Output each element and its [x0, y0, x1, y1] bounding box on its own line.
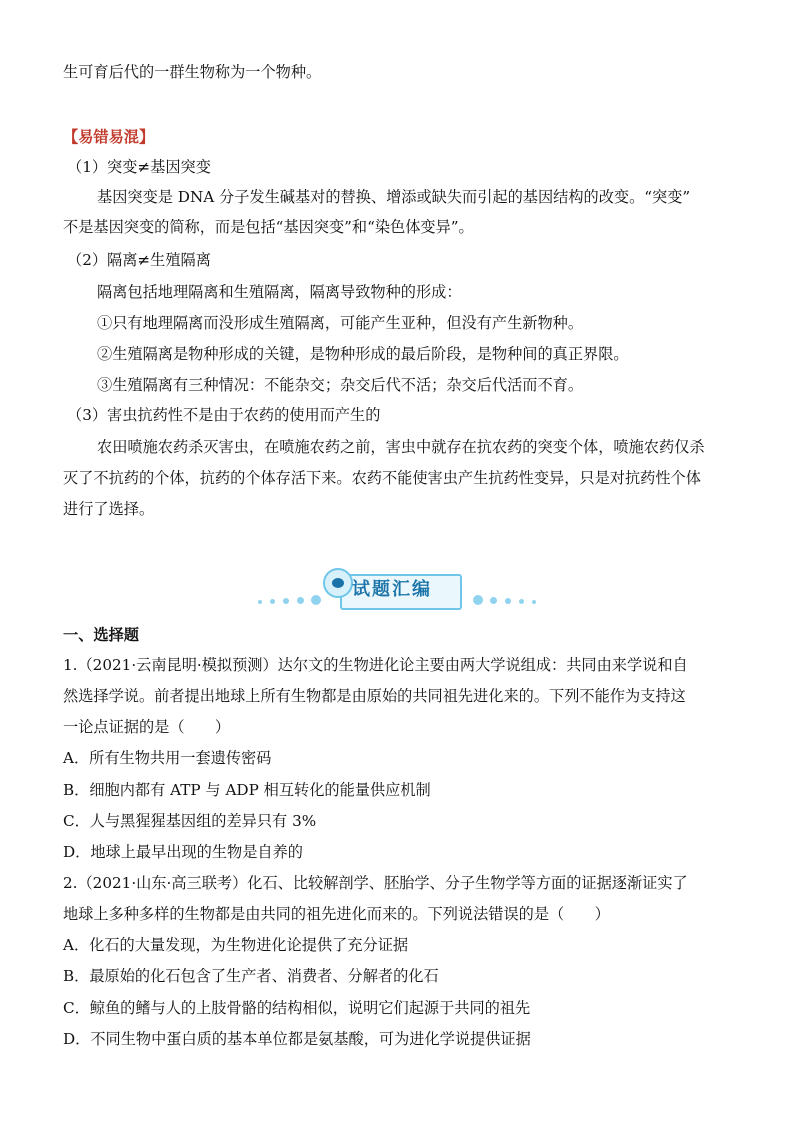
section-title: 一、选择题	[63, 626, 139, 644]
eye-icon	[323, 568, 353, 598]
banner-dot	[270, 599, 275, 604]
banner-dot	[532, 600, 536, 604]
text-line: ①只有地理隔离而没形成生殖隔离，可能产生亚种，但没有产生新物种。	[97, 314, 583, 332]
banner-dot	[519, 599, 524, 604]
option-b: B．最原始的化石包含了生产者、消费者、分解者的化石	[63, 967, 439, 985]
text-line: 灭了不抗药的个体，抗药的个体存活下来。农药不能使害虫产生抗药性变异，只是对抗药性个体	[63, 469, 701, 487]
option-d: D．地球上最早出现的生物是自养的	[63, 843, 303, 861]
question-stem: 1.（2021·云南昆明·模拟预测）达尔文的生物进化论主要由两大学说组成：共同由来学说和自	[63, 656, 688, 674]
banner-dot	[311, 595, 321, 605]
option-d: D．不同生物中蛋白质的基本单位都是氨基酸，可为进化学说提供证据	[63, 1030, 531, 1048]
text-line: 不是基因突变的简称，而是包括“基因突变”和“染色体变异”。	[63, 218, 474, 236]
text-line: 隔离包括地理隔离和生殖隔离，隔离导致物种的形成：	[97, 283, 462, 301]
text-line: 农田喷施农药杀灭害虫，在喷施农药之前，害虫中就存在抗农药的突变个体，喷施农药仅杀	[97, 438, 705, 456]
question-stem: 地球上多种多样的生物都是由共同的祖先进化而来的。下列说法错误的是（ ）	[63, 905, 610, 923]
text-line: ②生殖隔离是物种形成的关键，是物种形成的最后阶段，是物种间的真正界限。	[97, 345, 629, 363]
question-stem: 2.（2021·山东·高三联考）化石、比较解剖学、胚胎学、分子生物学等方面的证据逐渐证实了	[63, 874, 688, 892]
question-stem: 然选择学说。前者提出地球上所有生物都是由原始的共同祖先进化来的。下列不能作为支持这	[63, 687, 686, 705]
text-line: ③生殖隔离有三种情况：不能杂交；杂交后代不活；杂交后代活而不育。	[97, 376, 583, 394]
option-c: C．人与黑猩猩基因组的差异只有 3%	[63, 812, 317, 830]
text-line: 生可育后代的一群生物称为一个物种。	[63, 63, 322, 81]
subheading-3: （3）害虫抗药性不是由于农药的使用而产生的	[67, 406, 381, 424]
option-a: A．化石的大量发现，为生物进化论提供了充分证据	[63, 936, 409, 954]
option-b: B．细胞内都有 ATP 与 ADP 相互转化的能量供应机制	[63, 781, 431, 799]
heading-confuse: 【易错易混】	[63, 128, 155, 146]
subheading-2: （2）隔离≠生殖隔离	[67, 251, 211, 269]
banner-dot	[473, 595, 483, 605]
banner-dot	[505, 598, 511, 604]
banner-dot	[258, 600, 262, 604]
banner-dot	[297, 597, 304, 604]
subheading-1: （1）突变≠基因突变	[67, 158, 211, 176]
option-c: C．鲸鱼的鳍与人的上肢骨骼的结构相似，说明它们起源于共同的祖先	[63, 999, 531, 1017]
banner-dot	[490, 597, 497, 604]
section-banner	[0, 560, 794, 620]
banner-title: 试题汇编	[352, 579, 432, 600]
text-line: 基因突变是 DNA 分子发生碱基对的替换、增添或缺失而引起的基因结构的改变。“突变”	[97, 188, 691, 206]
option-a: A．所有生物共用一套遗传密码	[63, 749, 272, 767]
text-line: 进行了选择。	[63, 500, 155, 518]
banner-dot	[283, 598, 289, 604]
question-stem: 一论点证据的是（ ）	[63, 718, 231, 736]
